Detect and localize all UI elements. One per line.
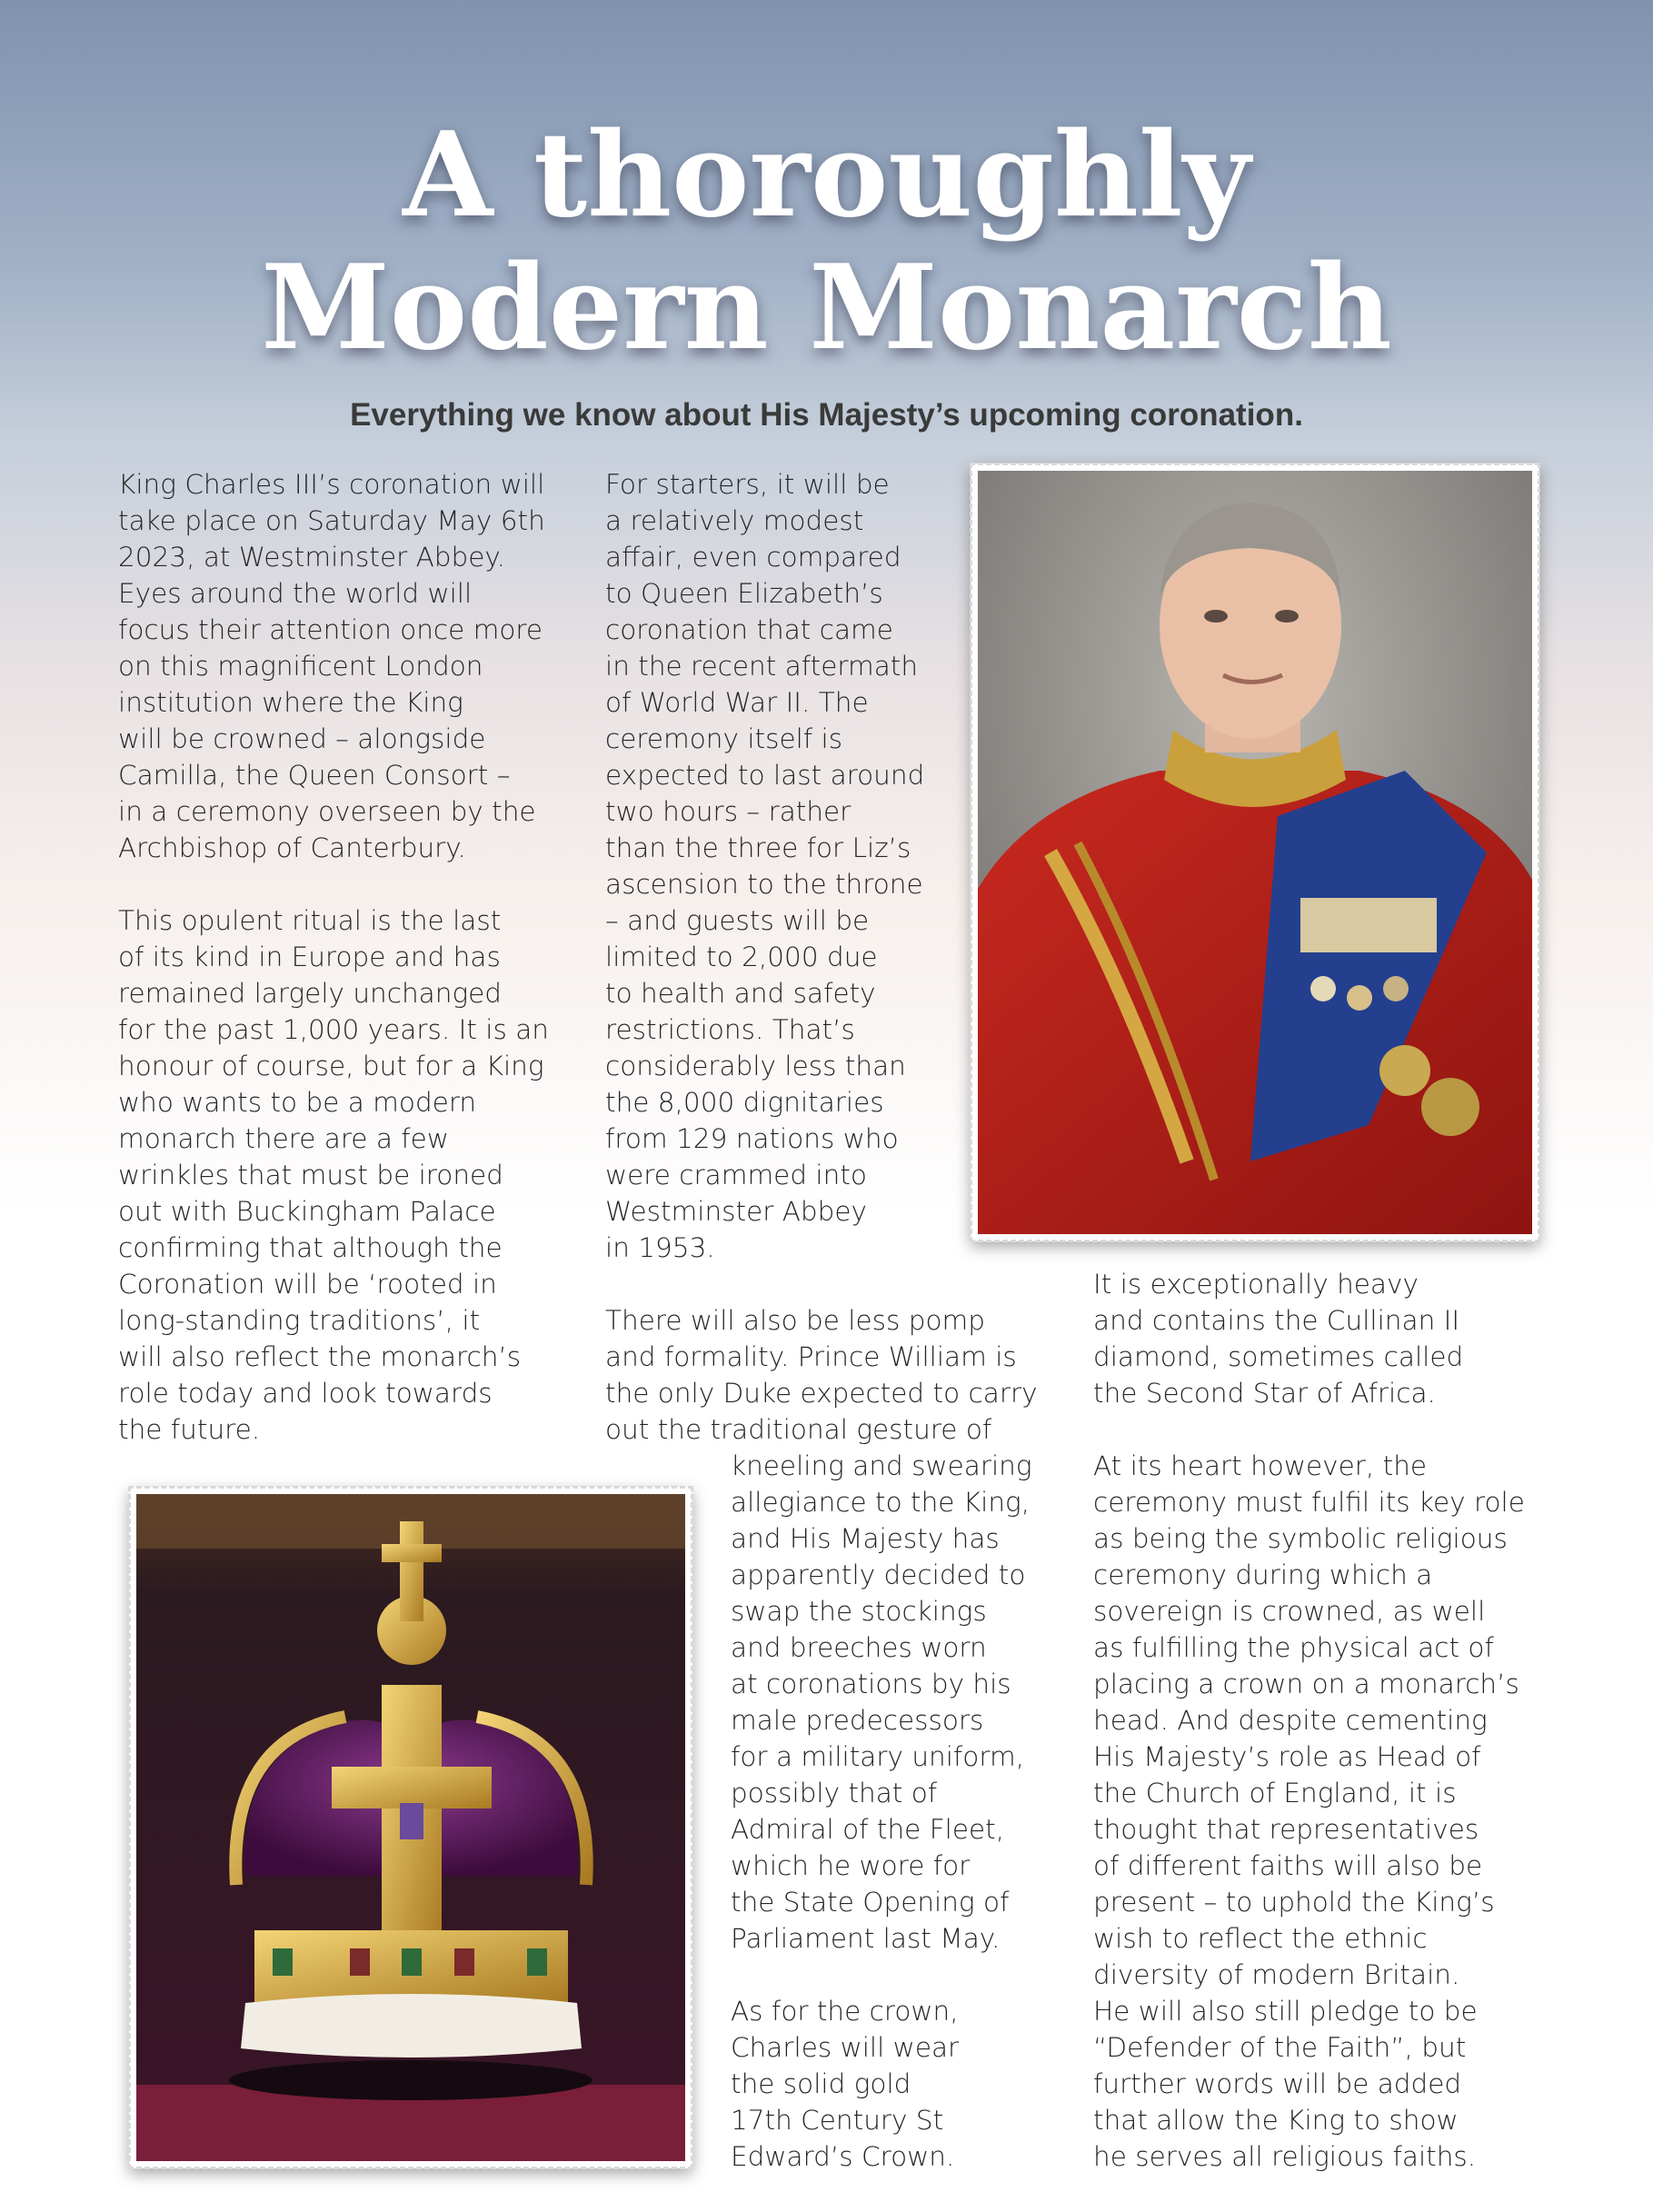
text-line: who wants to be a modern: [118, 1087, 477, 1118]
text-line: for the past 1,000 years. It is an: [118, 1014, 549, 1045]
text-line: King Charles III’s coronation will: [118, 469, 545, 500]
text-line: This opulent ritual is the last: [118, 905, 502, 936]
text-line: the 8,000 dignitaries: [605, 1087, 884, 1118]
text-line: swap the stockings: [731, 1596, 987, 1627]
text-line: the Second Star of Africa.: [1093, 1378, 1436, 1409]
text-line: wish to reflect the ethnic: [1093, 1923, 1428, 1954]
text-line: the solid gold: [731, 2068, 911, 2099]
text-line: than the three for Liz’s: [605, 832, 911, 863]
text-line: out with Buckingham Palace: [118, 1196, 496, 1227]
text-line: apparently decided to: [731, 1559, 1026, 1590]
text-line: affair, even compared: [605, 542, 901, 573]
subtitle: Everything we know about His Majesty’s upcoming coronation.: [350, 397, 1303, 433]
text-line: 2023, at Westminster Abbey.: [118, 542, 506, 573]
text-line: monarch there are a few: [118, 1123, 449, 1154]
text-line: wrinkles that must be ironed: [118, 1160, 503, 1191]
text-line: possibly that of: [731, 1778, 938, 1808]
text-line: male predecessors: [731, 1705, 984, 1736]
text-line: of its kind in Europe and has: [118, 942, 501, 972]
text-line: which he wore for: [731, 1850, 971, 1881]
text-line: and contains the Cullinan II: [1093, 1305, 1460, 1336]
page-title: [0, 109, 1653, 374]
text-line: He will also still pledge to be: [1093, 1996, 1478, 2027]
text-line: take place on Saturday May 6th: [118, 505, 545, 536]
text-line: diversity of modern Britain.: [1093, 1959, 1460, 1990]
text-line: a relatively modest: [605, 505, 864, 536]
text-line: – and guests will be: [605, 905, 870, 936]
text-line: from 129 nations who: [605, 1123, 899, 1154]
text-line: in a ceremony overseen by the: [118, 796, 536, 827]
text-line: the future.: [118, 1414, 261, 1445]
text-line: restrictions. That’s: [605, 1014, 855, 1045]
text-line: institution where the King: [118, 687, 463, 718]
text-line: At its heart however, the: [1093, 1450, 1428, 1481]
text-line: Archbishop of Canterbury.: [118, 832, 466, 863]
text-line: to Queen Elizabeth’s: [605, 578, 883, 609]
text-line: long-standing traditions’, it: [118, 1305, 481, 1336]
text-line: further words will be added: [1093, 2068, 1462, 2099]
text-line: Charles will wear: [731, 2032, 960, 2063]
paragraph-cullinan: [1093, 1266, 1566, 1411]
st-edwards-crown-photo: [129, 1487, 692, 2168]
text-line: and breeches worn: [731, 1632, 987, 1663]
title-line-1: A thoroughly: [403, 107, 1250, 244]
text-line: will also reflect the monarch’s: [118, 1341, 522, 1372]
paragraph-religious-role: [1093, 1448, 1566, 2175]
text-line: As for the crown,: [731, 1996, 959, 2027]
paragraph-opulent-ritual: [118, 902, 591, 1448]
text-line: Edward’s Crown.: [731, 2141, 955, 2172]
text-line: of World War II. The: [605, 687, 869, 718]
text-line: on this magnificent London: [118, 651, 483, 682]
text-line: honour of course, but for a King: [118, 1051, 544, 1081]
text-line: he serves all religious faiths.: [1093, 2141, 1477, 2172]
text-line: head. And despite cementing: [1093, 1705, 1488, 1736]
text-line: ascension to the throne: [605, 869, 923, 900]
text-line: at coronations by his: [731, 1669, 1011, 1699]
text-line: in 1953.: [605, 1232, 715, 1263]
text-line: coronation that came: [605, 614, 893, 645]
paragraph-less-pomp-continued: [731, 1448, 1058, 1957]
text-line: the State Opening of: [731, 1887, 1010, 1918]
text-line: Westminster Abbey: [605, 1196, 867, 1227]
text-line: to health and safety: [605, 978, 876, 1009]
text-line: confirming that although the: [118, 1232, 503, 1263]
text-line: ceremony during which a: [1093, 1559, 1433, 1590]
text-line: His Majesty’s role as Head of: [1093, 1741, 1481, 1772]
text-line: 17th Century St: [731, 2105, 944, 2136]
article-column-1: [118, 466, 591, 1448]
text-line: “Defender of the Faith”, but: [1093, 2032, 1467, 2063]
text-line: were crammed into: [605, 1160, 867, 1191]
text-line: that allow the King to show: [1093, 2105, 1459, 2136]
text-line: diamond, sometimes called: [1093, 1341, 1464, 1372]
text-line: placing a crown on a monarch’s: [1093, 1669, 1519, 1699]
text-line: remained largely unchanged: [118, 978, 503, 1009]
article-column-3: [1093, 1266, 1566, 2175]
paragraph-coronation-date: [118, 466, 591, 866]
text-line: Eyes around the world will: [118, 578, 473, 609]
text-line: expected to last around: [605, 760, 925, 791]
text-line: Parliament last May.: [731, 1923, 1001, 1954]
text-line: ceremony must fulfil its key role: [1093, 1487, 1525, 1518]
paragraph-less-pomp-start: [605, 1302, 1051, 1448]
text-line: as fulfilling the physical act of: [1093, 1632, 1494, 1663]
text-line: kneeling and swearing: [731, 1450, 1032, 1481]
text-line: role today and look towards: [118, 1378, 493, 1409]
text-line: limited to 2,000 due: [605, 942, 878, 972]
text-line: present – to uphold the King’s: [1093, 1887, 1495, 1918]
text-line: out the traditional gesture of: [605, 1414, 992, 1445]
text-line: ceremony itself is: [605, 723, 843, 754]
text-line: sovereign is crowned, as well: [1093, 1596, 1486, 1627]
text-line: considerably less than: [605, 1051, 906, 1081]
text-line: For starters, it will be: [605, 469, 890, 500]
text-line: two hours – rather: [605, 796, 851, 827]
text-line: Camilla, the Queen Consort –: [118, 760, 511, 791]
text-line: the Church of England, it is: [1093, 1778, 1457, 1808]
text-line: and formality. Prince William is: [605, 1341, 1017, 1372]
text-line: for a military uniform,: [731, 1741, 1025, 1772]
paragraph-crown: [731, 1993, 1058, 2175]
text-line: will be crowned – alongside: [118, 723, 486, 754]
king-charles-portrait-photo: [971, 463, 1539, 1241]
text-line: the only Duke expected to carry: [605, 1378, 1038, 1409]
text-line: Admiral of the Fleet,: [731, 1814, 1005, 1845]
text-line: thought that representatives: [1093, 1814, 1479, 1845]
text-line: Coronation will be ‘rooted in: [118, 1269, 497, 1300]
title-line-2: Modern Monarch: [261, 240, 1392, 376]
text-line: as being the symbolic religious: [1093, 1523, 1508, 1554]
text-line: in the recent aftermath: [605, 651, 919, 682]
text-line: It is exceptionally heavy: [1093, 1269, 1419, 1300]
text-line: allegiance to the King,: [731, 1487, 1031, 1518]
text-line: of different faiths will also be: [1093, 1850, 1483, 1881]
text-line: There will also be less pomp: [605, 1305, 985, 1336]
text-line: focus their attention once more: [118, 614, 543, 645]
article-column-2-continued: [731, 1448, 1058, 2175]
text-line: and His Majesty has: [731, 1523, 1000, 1554]
